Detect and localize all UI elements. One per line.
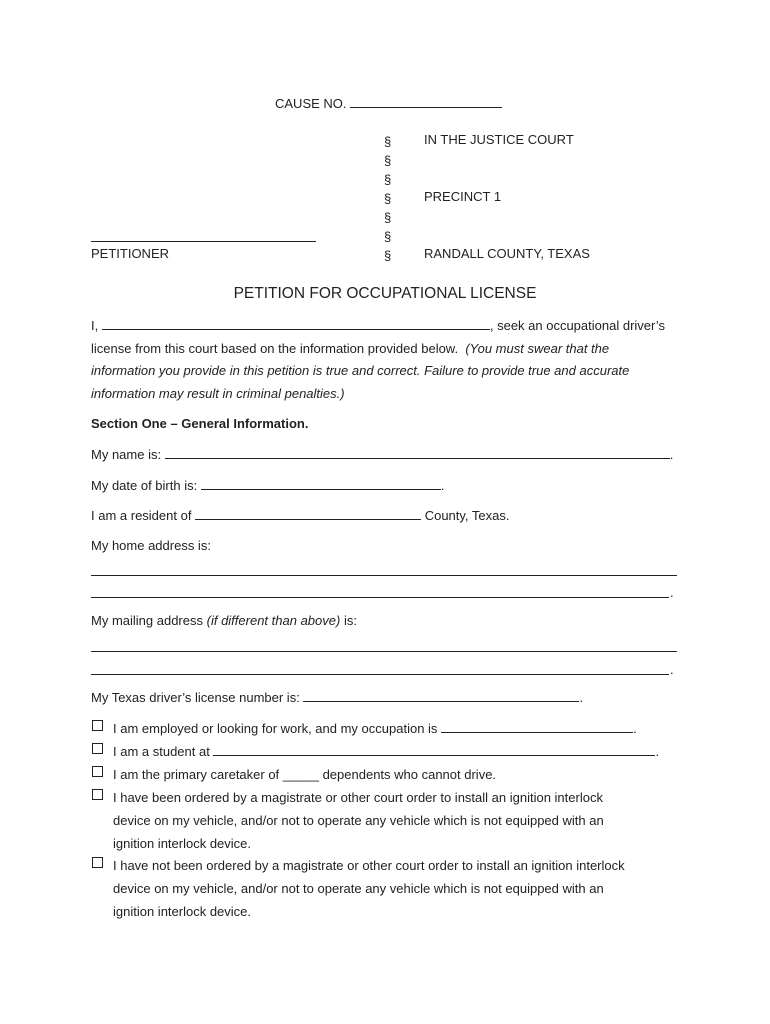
home-address-label: My home address is: (91, 538, 211, 553)
intro-line-3: information you provide in this petition is true and correct. Failure to provide true and accurate (91, 363, 630, 378)
checkbox-not-ordered-interlock[interactable] (92, 857, 103, 868)
county-field[interactable] (195, 507, 421, 520)
precinct: PRECINCT 1 (424, 189, 502, 204)
checkbox-ordered-interlock-row: I have been ordered by a magistrate or other court order to install an ignition interlock device on my vehicle, and/or not to operate any vehicle which is not equipped with an ignition interlock device. (92, 786, 583, 855)
checkbox-employed-row: I am employed or looking for work, and my occupation is . (92, 717, 616, 740)
name-row: My name is: . (91, 447, 674, 462)
section-symbol: § (384, 191, 392, 206)
intro-line-1: I, , seek an occupational driver’s (91, 318, 665, 333)
checkbox-caretaker[interactable] (92, 766, 103, 777)
intro-line-2: license from this court based on the information provided below. (You must swear that the (91, 340, 610, 356)
section-symbol: § (384, 210, 392, 225)
name-field[interactable] (165, 446, 670, 459)
cause-number (275, 95, 502, 111)
occupation-field[interactable] (441, 720, 633, 733)
section-symbol: § (384, 229, 392, 244)
mailing-address-label: My mailing address (if different than above) is: (91, 613, 357, 628)
checkbox-employed[interactable] (92, 720, 103, 731)
page-title: PETITION FOR OCCUPATIONAL LICENSE (233, 285, 537, 302)
petitioner-label: PETITIONER (91, 246, 170, 261)
checkbox-ordered-interlock[interactable] (92, 789, 103, 800)
intro-line-4: information may result in criminal penalties.) (91, 385, 345, 401)
intro-paragraph (91, 315, 681, 405)
section-symbol: § (384, 153, 392, 168)
mailing-address-line-1[interactable] (91, 651, 677, 652)
section-heading: Section One – General Information. (91, 416, 309, 431)
mailing-address-period: . (670, 662, 674, 677)
license-number-field[interactable] (303, 689, 579, 702)
home-address-line-1[interactable] (91, 575, 677, 576)
checkbox-student[interactable] (92, 743, 103, 754)
school-field[interactable] (213, 743, 655, 756)
section-symbol: § (384, 172, 392, 187)
cause-label: CAUSE NO. (275, 96, 347, 111)
dependents-count-field[interactable]: _____ (282, 767, 319, 782)
dob-row: My date of birth is: . (91, 478, 445, 493)
checkbox-not-ordered-interlock-row: I have not been ordered by a magistrate or other court order to install an ignition interlock device on my vehicle, and/or not to operate any vehicle which is not equipped with an ignition interlock device. (92, 854, 604, 923)
court-name: IN THE JUSTICE COURT (424, 132, 574, 147)
county: RANDALL COUNTY, TEXAS (424, 246, 590, 261)
applicant-name-field[interactable] (102, 317, 490, 330)
section-symbol: § (384, 248, 392, 263)
section-symbol: § (384, 134, 392, 149)
home-address-line-2[interactable] (91, 597, 669, 598)
cause-number-field[interactable] (350, 95, 502, 108)
checkbox-student-row: I am a student at . (92, 740, 638, 763)
resident-row: I am a resident of County, Texas. (91, 508, 510, 523)
mailing-address-line-2[interactable] (91, 674, 669, 675)
dob-field[interactable] (201, 477, 441, 490)
checkbox-caretaker-row: I am the primary caretaker of _____ dependents who cannot drive. (92, 763, 475, 786)
petitioner-name-field[interactable] (91, 241, 316, 242)
section-symbol-column (384, 132, 391, 265)
license-row: My Texas driver’s license number is: . (91, 690, 584, 705)
home-address-period: . (670, 585, 674, 600)
